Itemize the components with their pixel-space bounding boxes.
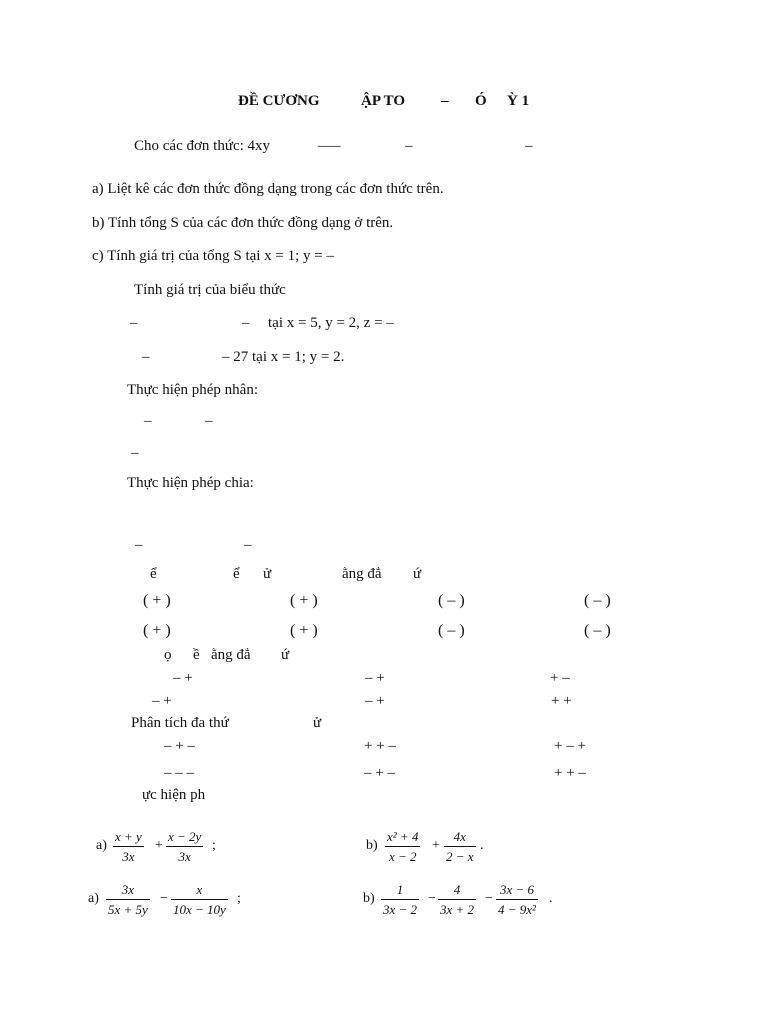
q8-e2b-fraction-3 (496, 883, 538, 916)
title-part-5: Ỳ 1 (507, 93, 530, 109)
q6-r1-item-1: – + (173, 670, 193, 686)
q8-e1a-f2-numerator: x − 2y (166, 830, 203, 847)
q8-e2b-f1-denominator: 3x − 2 (383, 902, 418, 917)
q8-e2a-f1-numerator: 3x (106, 883, 150, 900)
q8-e1b-label: b) (366, 838, 378, 853)
q8-e1a-end: ; (212, 838, 216, 853)
q1-part-c: c) Tính giá trị của tổng S tại x = 1; y = – (92, 248, 335, 264)
q8-e1b-operator: + (432, 838, 440, 853)
q8-e1a-f2-denominator: 3x (178, 849, 191, 864)
q5-heading-2: ể (233, 566, 240, 582)
q4-title: Thực hiện phép chia: (127, 475, 254, 491)
q8-e2a-f2-denominator: 10x − 10y (173, 902, 226, 917)
q7-r2-item-2: – + – (364, 765, 395, 781)
q5-r1-item-4: ( – ) (584, 592, 611, 609)
q5-r2-item-2: ( + ) (290, 622, 318, 639)
q2-line2-b: – 27 tại x = 1; y = 2. (222, 349, 345, 365)
q6-r2-item-2: – + (365, 693, 385, 709)
q8-e1b-f2-numerator: 4x (444, 830, 476, 847)
q8-e2a-operator: − (160, 891, 168, 906)
q8-e2b-label: b) (363, 891, 375, 906)
q6-r1-item-3: + – (550, 670, 570, 686)
q8-e1a-operator: + (155, 838, 163, 853)
q8-e2b-f2-numerator: 4 (438, 883, 476, 900)
q8-e1a-f1-numerator: x + y (113, 830, 144, 847)
q3-title: Thực hiện phép nhân: (127, 382, 259, 398)
q8-e1b-f1-numerator: x² + 4 (385, 830, 420, 847)
q6-r2-item-1: – + (152, 693, 172, 709)
q1-monomial-2: – (405, 138, 413, 154)
q5-r2-item-3: ( – ) (438, 622, 465, 639)
q5-r2-item-4: ( – ) (584, 622, 611, 639)
q8-e2a-end: ; (237, 891, 241, 906)
q8-e1a-fraction-1 (113, 830, 144, 863)
q7-title-2: ử (313, 715, 322, 731)
q5-heading-4: ằng đẳ (342, 566, 382, 582)
q8-e2b-operator-2: − (485, 891, 493, 906)
q6-r1-item-2: – + (365, 670, 385, 686)
q8-e1b-f1-denominator: x − 2 (388, 849, 417, 864)
q5-r1-item-2: ( + ) (290, 592, 318, 609)
q8-e1b-end: . (480, 838, 484, 853)
q8-e2b-operator-1: − (428, 891, 436, 906)
q8-e2a-f1-denominator: 5x + 5y (108, 902, 148, 917)
q3-line2-a: – (131, 445, 139, 461)
title-part-4: Ó (475, 93, 487, 109)
q8-e2a-fraction-1 (106, 883, 150, 916)
q8-e2b-f3-numerator: 3x − 6 (496, 883, 538, 900)
q5-r1-item-1: ( + ) (143, 592, 171, 609)
q6-heading-3: ằng đẳ (211, 647, 251, 663)
q8-title: ực hiện ph (142, 787, 206, 803)
q7-r1-item-2: + + – (364, 738, 396, 754)
q7-r2-item-3: + + – (554, 765, 586, 781)
title-part-3: – (441, 93, 449, 109)
q8-e2b-end: . (549, 891, 553, 906)
q7-title: Phân tích đa thứ (131, 715, 229, 731)
q8-e2b-fraction-2 (438, 883, 476, 916)
q2-line1-b: – (242, 315, 250, 331)
q8-e1b-f2-denominator: 2 − x (446, 849, 474, 864)
q8-e2a-label: a) (88, 891, 99, 906)
title-part-2: ẬP TO (361, 93, 406, 109)
q7-r2-item-1: – – – (164, 765, 194, 781)
q8-e2b-f1-numerator: 1 (381, 883, 419, 900)
q1-intro: Cho các đơn thức: 4xy (134, 138, 271, 154)
q8-e1a-fraction-2 (166, 830, 203, 863)
q4-line1-b: – (244, 537, 252, 553)
q1-part-a: a) Liệt kê các đơn thức đồng dạng trong các đơn thức trên. (92, 181, 444, 197)
q6-r2-item-3: + + (551, 693, 572, 709)
q1-monomial-1: –— (318, 138, 341, 154)
q5-heading-5: ứ (413, 566, 422, 582)
q7-r1-item-1: – + – (164, 738, 195, 754)
q1-monomial-3: – (525, 138, 533, 154)
q4-line1-a: – (135, 537, 143, 553)
q3-line1-b: – (205, 413, 213, 429)
q8-e2b-f2-denominator: 3x + 2 (440, 902, 475, 917)
q5-r2-item-1: ( + ) (143, 622, 171, 639)
title-part-1: ĐỀ CƯƠNG (238, 93, 320, 109)
q6-heading-4: ứ (281, 647, 290, 663)
q8-e1a-label: a) (96, 838, 107, 853)
q5-heading-3: ử (263, 566, 272, 582)
q8-e2b-f3-denominator: 4 − 9x² (498, 902, 536, 917)
q1-part-b: b) Tính tổng S của các đơn thức đồng dạng ở trên. (92, 215, 394, 231)
q2-line2-a: – (142, 349, 150, 365)
q8-e1b-fraction-1 (385, 830, 420, 863)
q8-e2a-fraction-2 (171, 883, 228, 916)
q6-heading-2: ề (193, 647, 200, 663)
q2-line1-a: – (130, 315, 138, 331)
q8-e2b-fraction-1 (381, 883, 419, 916)
q5-r1-item-3: ( – ) (438, 592, 465, 609)
q8-e1a-f1-denominator: 3x (122, 849, 135, 864)
q7-r1-item-3: + – + (554, 738, 586, 754)
q2-title: Tính giá trị của biểu thức (134, 282, 286, 298)
q8-e2a-f2-numerator: x (171, 883, 228, 900)
q3-line1-a: – (144, 413, 152, 429)
q6-heading-1: ọ (164, 647, 172, 663)
q2-line1-c: tại x = 5, y = 2, z = – (268, 315, 394, 331)
q5-heading-1: ể (150, 566, 157, 582)
q8-e1b-fraction-2 (444, 830, 476, 863)
